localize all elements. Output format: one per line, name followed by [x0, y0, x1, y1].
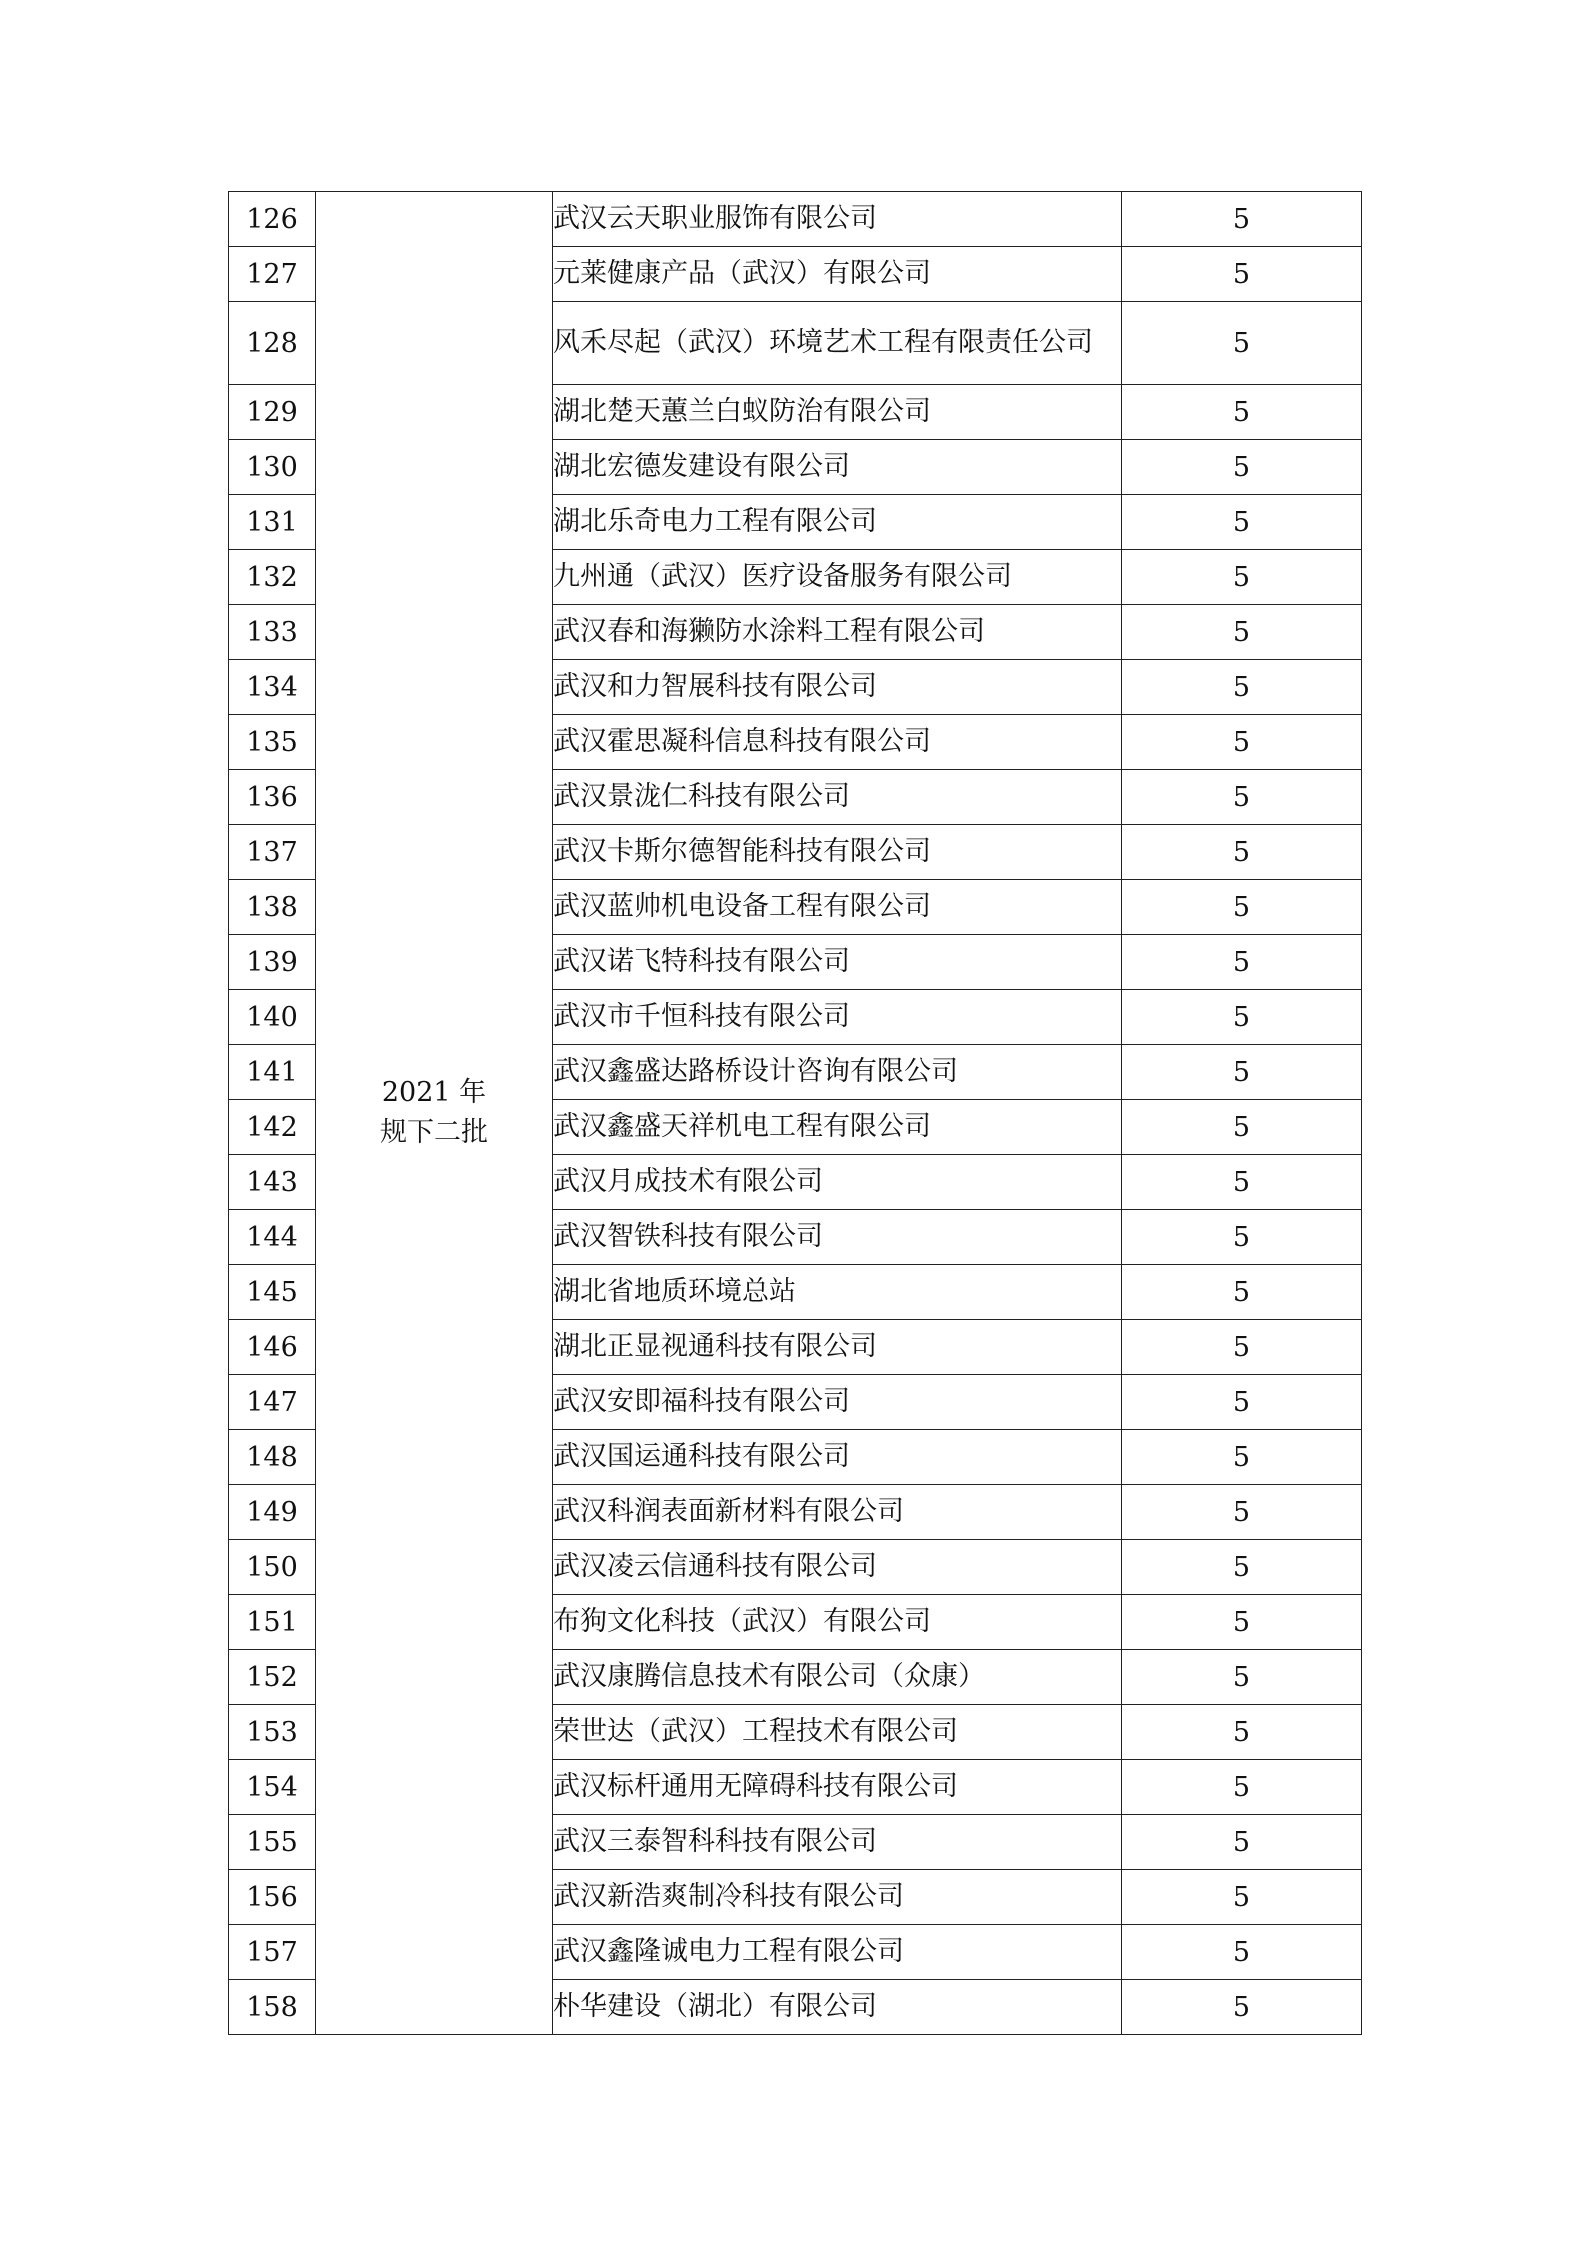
company-name: 武汉鑫隆诚电力工程有限公司 [553, 1925, 1122, 1980]
row-number: 146 [229, 1320, 316, 1375]
score-value: 5 [1122, 605, 1362, 660]
company-name: 武汉卡斯尔德智能科技有限公司 [553, 825, 1122, 880]
row-number: 147 [229, 1375, 316, 1430]
row-number: 128 [229, 302, 316, 385]
table-body [229, 192, 1362, 2035]
score-value: 5 [1122, 550, 1362, 605]
company-name: 武汉鑫盛天祥机电工程有限公司 [553, 1100, 1122, 1155]
company-name: 武汉安即福科技有限公司 [553, 1375, 1122, 1430]
company-name: 武汉蓝帅机电设备工程有限公司 [553, 880, 1122, 935]
score-value: 5 [1122, 440, 1362, 495]
score-value: 5 [1122, 770, 1362, 825]
score-value: 5 [1122, 1430, 1362, 1485]
row-number: 149 [229, 1485, 316, 1540]
row-number: 151 [229, 1595, 316, 1650]
score-value: 5 [1122, 935, 1362, 990]
row-number: 155 [229, 1815, 316, 1870]
row-number: 139 [229, 935, 316, 990]
company-name: 武汉凌云信通科技有限公司 [553, 1540, 1122, 1595]
row-number: 158 [229, 1980, 316, 2035]
company-name: 湖北宏德发建设有限公司 [553, 440, 1122, 495]
row-number: 129 [229, 385, 316, 440]
row-number: 144 [229, 1210, 316, 1265]
score-value: 5 [1122, 495, 1362, 550]
row-number: 154 [229, 1760, 316, 1815]
row-number: 127 [229, 247, 316, 302]
company-name: 武汉春和海獭防水涂料工程有限公司 [553, 605, 1122, 660]
company-name: 元莱健康产品（武汉）有限公司 [553, 247, 1122, 302]
row-number: 137 [229, 825, 316, 880]
row-number: 133 [229, 605, 316, 660]
score-value: 5 [1122, 1980, 1362, 2035]
company-name: 荣世达（武汉）工程技术有限公司 [553, 1705, 1122, 1760]
score-value: 5 [1122, 715, 1362, 770]
batch-label: 规下二批 [380, 1117, 488, 1148]
row-number: 142 [229, 1100, 316, 1155]
company-name: 布狗文化科技（武汉）有限公司 [553, 1595, 1122, 1650]
batch-cell [316, 192, 553, 2035]
row-number: 145 [229, 1265, 316, 1320]
row-number: 150 [229, 1540, 316, 1595]
row-number: 152 [229, 1650, 316, 1705]
batch-year: 2021 年 [381, 1077, 487, 1108]
row-number: 148 [229, 1430, 316, 1485]
score-value: 5 [1122, 192, 1362, 247]
company-name: 武汉月成技术有限公司 [553, 1155, 1122, 1210]
company-name: 武汉康腾信息技术有限公司（众康） [553, 1650, 1122, 1705]
company-name: 朴华建设（湖北）有限公司 [553, 1980, 1122, 2035]
company-name: 武汉三泰智科科技有限公司 [553, 1815, 1122, 1870]
company-name: 武汉云天职业服饰有限公司 [553, 192, 1122, 247]
table-row [229, 192, 1362, 247]
company-name: 武汉鑫盛达路桥设计咨询有限公司 [553, 1045, 1122, 1100]
company-name: 武汉和力智展科技有限公司 [553, 660, 1122, 715]
score-value: 5 [1122, 1155, 1362, 1210]
company-name: 武汉新浩爽制冷科技有限公司 [553, 1870, 1122, 1925]
score-value: 5 [1122, 1815, 1362, 1870]
score-value: 5 [1122, 1210, 1362, 1265]
score-value: 5 [1122, 880, 1362, 935]
row-number: 136 [229, 770, 316, 825]
score-value: 5 [1122, 302, 1362, 385]
company-name: 武汉国运通科技有限公司 [553, 1430, 1122, 1485]
score-value: 5 [1122, 990, 1362, 1045]
score-value: 5 [1122, 1485, 1362, 1540]
row-number: 140 [229, 990, 316, 1045]
row-number: 132 [229, 550, 316, 605]
company-name: 湖北楚天蕙兰白蚁防治有限公司 [553, 385, 1122, 440]
company-name: 武汉霍思凝科信息科技有限公司 [553, 715, 1122, 770]
score-value: 5 [1122, 1100, 1362, 1155]
row-number: 156 [229, 1870, 316, 1925]
company-name: 武汉诺飞特科技有限公司 [553, 935, 1122, 990]
company-name: 武汉景泷仁科技有限公司 [553, 770, 1122, 825]
score-value: 5 [1122, 1375, 1362, 1430]
score-value: 5 [1122, 1870, 1362, 1925]
row-number: 141 [229, 1045, 316, 1100]
score-value: 5 [1122, 1265, 1362, 1320]
company-name: 武汉标杆通用无障碍科技有限公司 [553, 1760, 1122, 1815]
company-name: 九州通（武汉）医疗设备服务有限公司 [553, 550, 1122, 605]
company-name: 湖北乐奇电力工程有限公司 [553, 495, 1122, 550]
score-value: 5 [1122, 1705, 1362, 1760]
row-number: 134 [229, 660, 316, 715]
score-value: 5 [1122, 825, 1362, 880]
company-name: 武汉科润表面新材料有限公司 [553, 1485, 1122, 1540]
row-number: 153 [229, 1705, 316, 1760]
company-name: 风禾尽起（武汉）环境艺术工程有限责任公司 [553, 302, 1122, 385]
row-number: 131 [229, 495, 316, 550]
row-number: 130 [229, 440, 316, 495]
company-name: 武汉智铁科技有限公司 [553, 1210, 1122, 1265]
score-value: 5 [1122, 385, 1362, 440]
company-name: 武汉市千恒科技有限公司 [553, 990, 1122, 1045]
company-table [228, 191, 1362, 2035]
row-number: 143 [229, 1155, 316, 1210]
score-value: 5 [1122, 1045, 1362, 1100]
company-name: 湖北正显视通科技有限公司 [553, 1320, 1122, 1375]
row-number: 126 [229, 192, 316, 247]
score-value: 5 [1122, 1650, 1362, 1705]
score-value: 5 [1122, 1925, 1362, 1980]
row-number: 138 [229, 880, 316, 935]
score-value: 5 [1122, 247, 1362, 302]
score-value: 5 [1122, 1320, 1362, 1375]
row-number: 135 [229, 715, 316, 770]
row-number: 157 [229, 1925, 316, 1980]
score-value: 5 [1122, 1595, 1362, 1650]
score-value: 5 [1122, 660, 1362, 715]
score-value: 5 [1122, 1540, 1362, 1595]
company-name: 湖北省地质环境总站 [553, 1265, 1122, 1320]
score-value: 5 [1122, 1760, 1362, 1815]
